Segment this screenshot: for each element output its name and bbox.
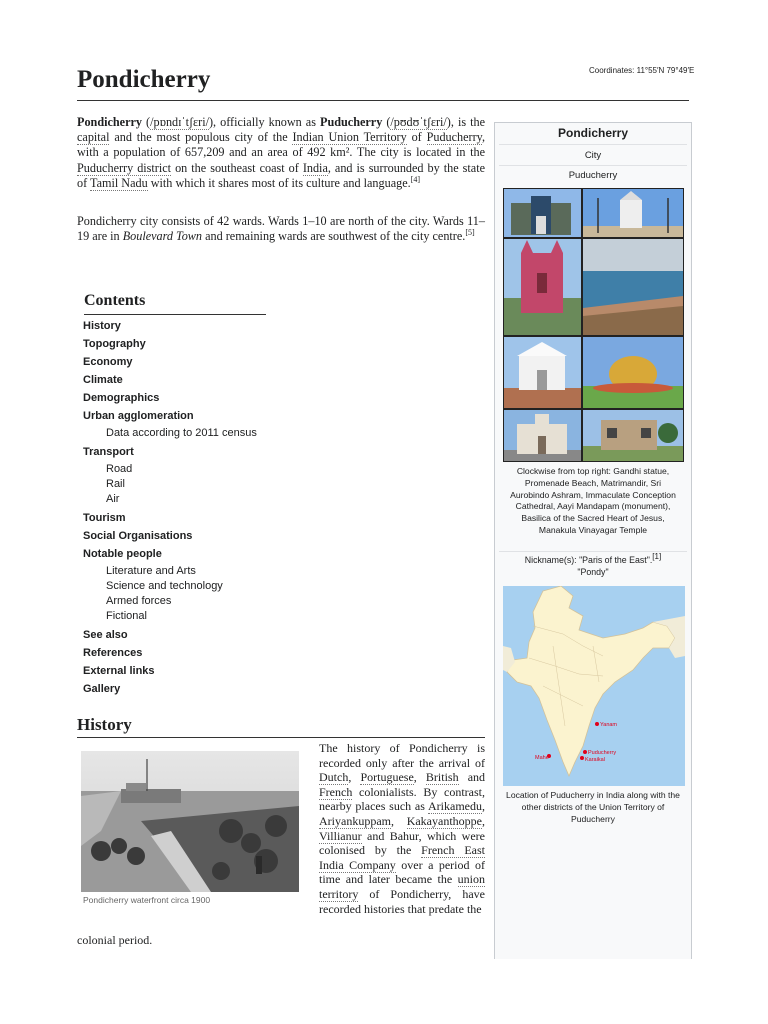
page-title: Pondicherry — [77, 66, 211, 93]
matrimandir-photo — [583, 337, 683, 408]
toc-item[interactable]: Gallery — [83, 683, 121, 695]
toc-item[interactable]: Climate — [83, 374, 123, 386]
region-name: Puducherry — [568, 170, 618, 181]
link-british[interactable]: British — [425, 770, 459, 785]
toc-item[interactable]: Notable people — [83, 548, 162, 560]
toc-item[interactable]: External links — [83, 665, 155, 677]
gandhi-statue-photo — [583, 189, 683, 237]
reference-4[interactable]: [4] — [410, 174, 421, 184]
map-label-yanam: Yanam — [600, 722, 618, 728]
toc-item[interactable]: Armed forces — [106, 595, 172, 607]
link-french[interactable]: French — [319, 784, 353, 799]
reference-5[interactable]: [5] — [465, 228, 475, 238]
toc-item[interactable]: Fictional — [106, 610, 147, 622]
waterfront-photo[interactable] — [81, 751, 299, 892]
toc-item[interactable]: Transport — [83, 446, 134, 458]
history-paragraph-end: colonial period. — [77, 933, 153, 947]
link-union-territory[interactable]: Indian Union Territory — [292, 130, 407, 145]
link-villianur[interactable]: Villianur — [319, 828, 362, 843]
history-divider — [77, 737, 485, 738]
toc-item[interactable]: Literature and Arts — [106, 565, 196, 577]
ipa-link[interactable]: /pɒndɪˈtʃɛri/ — [150, 115, 209, 129]
aayi-mandapam-photo — [504, 337, 581, 408]
toc-item[interactable]: Urban agglomeration — [83, 410, 194, 422]
collage-caption: Clockwise from top right: Gandhi statue, Promenade Beach, Matrimandir, Sri Aurobindo Ashram, Immaculate Conception Cathedral, Aayi Mandapam (monument), Basilica of the Sacred Heart of Jesus, Manakula Vinayagar Temple — [510, 466, 676, 535]
link-arikamedu[interactable]: Arikamedu — [428, 799, 482, 814]
locator-map[interactable] — [503, 586, 685, 786]
link-union-territory-2[interactable]: union territory — [319, 872, 485, 901]
karaikal-marker — [580, 756, 584, 760]
infobox-title: Pondicherry — [557, 126, 629, 140]
nickname: Nickname(s): "Paris of the East".[1] "Pondy" — [524, 552, 662, 577]
map-label-mahe: Mahé — [535, 755, 549, 761]
link-dutch[interactable]: Dutch — [319, 770, 349, 785]
map-label-puducherry: Puducherry — [588, 750, 617, 756]
settlement-type: City — [584, 150, 602, 161]
intro-paragraph: Pondicherry (/pɒndɪˈtʃɛri/), officially known as Puducherry (/pʊdʊˈtʃɛri/), is the capital and the most populous city of the Indian Union Territory of Puducherry, with a population of 657,209 and an area of 492 km². The city is located in the Puducherry district on the southeast coast of India, and is surrounded by the state of Tamil Nadu with which it shares most of its culture and language.[4] — [77, 115, 486, 190]
history-heading: History — [77, 715, 132, 734]
title-divider — [77, 100, 689, 101]
link-kakayanthoppe[interactable]: Kakayanthoppe — [406, 813, 482, 828]
waterfront-caption: Pondicherry waterfront circa 1900 — [83, 895, 211, 905]
reference-1[interactable]: [1] — [652, 552, 662, 562]
toc-title: Contents — [84, 292, 146, 309]
toc-item[interactable]: Rail — [106, 478, 125, 490]
basilica-photo — [504, 239, 581, 335]
temple-building-photo — [583, 410, 683, 461]
map-caption: Location of Puducherry in India along with the other districts of the Union Territory of Puducherry — [506, 790, 680, 824]
link-puducherry-district[interactable]: Puducherry district — [77, 160, 172, 175]
subject-name: Pondicherry — [77, 115, 142, 129]
infobox — [494, 122, 692, 959]
map-label-karaikal: Karaikal — [585, 757, 605, 763]
toc-item[interactable]: Data according to 2011 census — [106, 427, 257, 439]
cathedral-photo — [504, 410, 581, 461]
toc-item[interactable]: See also — [83, 629, 128, 641]
link-portuguese[interactable]: Portuguese — [360, 770, 414, 785]
toc-item[interactable]: Demographics — [83, 392, 160, 404]
toc-item[interactable]: Science and technology — [106, 580, 223, 592]
photo-collage[interactable] — [503, 188, 684, 462]
toc-item[interactable]: Air — [106, 493, 120, 505]
toc-divider — [84, 314, 266, 315]
wards-paragraph: Pondicherry city consists of 42 wards. Wards 1–10 are north of the city. Wards 11–19 are in Boulevard Town and remaining wards are southwest of the city centre.[5] — [77, 214, 485, 244]
infobox-divider — [499, 144, 687, 145]
toc-item[interactable]: Social Organisations — [83, 530, 193, 542]
link-ariyankuppam[interactable]: Ariyankuppam — [319, 813, 391, 828]
puducherry-marker — [583, 750, 587, 754]
link-india[interactable]: India — [302, 160, 328, 175]
toc-item[interactable]: Road — [106, 463, 133, 475]
ipa-link-2[interactable]: /pʊdʊˈtʃɛri/ — [390, 115, 447, 129]
promenade-beach-photo — [583, 239, 683, 335]
infobox-divider — [499, 165, 687, 166]
link-tamil-nadu[interactable]: Tamil Nadu — [89, 175, 148, 190]
toc-item[interactable]: History — [83, 320, 121, 332]
table-of-contents — [83, 318, 257, 699]
toc-item[interactable]: Tourism — [83, 512, 126, 524]
link-french-east-india-company[interactable]: French East India Company — [319, 843, 485, 872]
yanam-marker — [595, 722, 599, 726]
coordinates[interactable]: Coordinates: 11°55′N 79°49′E — [589, 66, 695, 75]
toc-item[interactable]: Topography — [83, 338, 146, 350]
link-capital[interactable]: capital — [77, 130, 110, 145]
official-name: Puducherry — [320, 115, 383, 129]
toc-item[interactable]: References — [83, 647, 143, 659]
history-paragraph: The history of Pondicherry is recorded only after the arrival of Dutch, Portuguese, British and French colonialists. By contrast, nearby places such as Arikamedu, Ariyankuppam, Kakayanthoppe, Villianur and Bahur, which were colonised by the French East India Company over a period of time and later became the union territory of Pondicherry, have recorded histories that predate the — [319, 741, 486, 916]
ashram-photo — [504, 189, 581, 237]
link-puducherry[interactable]: Puducherry — [426, 130, 482, 145]
toc-item[interactable]: Economy — [83, 356, 133, 368]
